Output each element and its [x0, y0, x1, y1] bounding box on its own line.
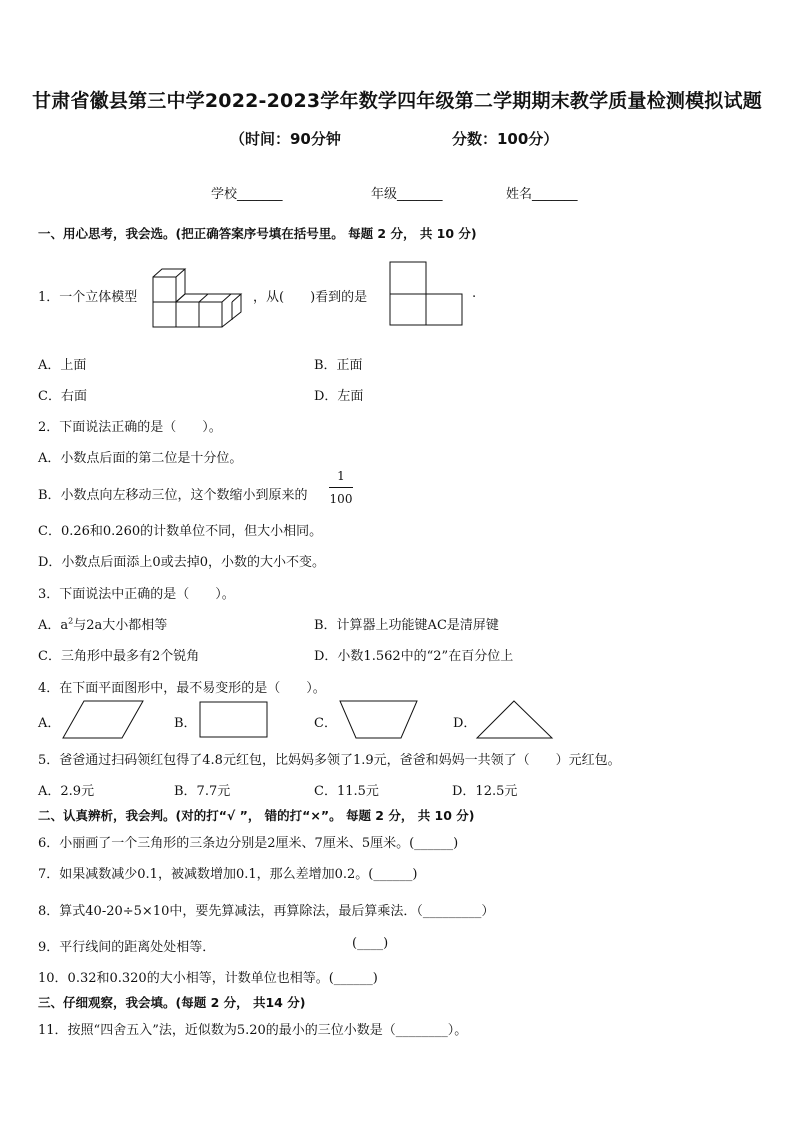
view-shape-figure	[389, 261, 464, 327]
q1-suffix: .	[472, 286, 477, 301]
cube-model-figure	[152, 262, 244, 330]
q5-stem: 5．爸爸通过扫码领红包得了4.8元红包，比妈妈多领了1.9元，爸爸和妈妈一共领了（ ）元红包。	[38, 753, 621, 768]
q1-option-c[interactable]: C．右面	[38, 389, 87, 404]
parallelogram-shape[interactable]	[62, 700, 144, 740]
q2-fraction-bar	[329, 487, 353, 488]
q3-a-rest: 与2a大小都相等	[73, 618, 168, 633]
q2-option-a[interactable]: A．小数点后面的第二位是十分位。	[38, 451, 243, 466]
q3-option-d[interactable]: D．小数1.562中的“2”在百分位上	[314, 649, 514, 664]
q5-option-c[interactable]: C．11.5元	[314, 784, 379, 799]
q3-a-superscript: 2	[68, 616, 74, 626]
q4-stem: 4．在下面平面图形中，最不易变形的是（ ）。	[38, 681, 326, 696]
q5-option-b[interactable]: B．7.7元	[174, 784, 231, 799]
exam-score: 分数：100分）	[452, 130, 559, 148]
rectangle-shape[interactable]	[199, 701, 269, 739]
q2-fraction-numerator: 1	[337, 469, 345, 483]
q2-option-d[interactable]: D．小数点后面添上0或去掉0，小数的大小不变。	[38, 555, 325, 570]
q4-label-a[interactable]: A．	[38, 716, 61, 731]
q3-option-b[interactable]: B．计算器上功能键AC是清屏键	[314, 618, 499, 633]
q4-label-b[interactable]: B．	[174, 716, 197, 731]
q2-fraction-denominator: 100	[329, 492, 353, 506]
trapezoid-shape[interactable]	[339, 700, 419, 740]
q2-option-c[interactable]: C．0.26和0.260的计数单位不同，但大小相同。	[38, 524, 323, 539]
q1-middle: ，从( )看到的是	[253, 290, 368, 305]
section-2-heading: 二、认真辨析，我会判。(对的打“√ ”， 错的打“×”。 每题 2 分， 共 10 分)	[38, 808, 475, 823]
page-title: 甘肃省徽县第三中学2022-2023学年数学四年级第二学期期末教学质量检测模拟试题	[32, 90, 762, 112]
q7-statement: 7．如果减数减少0.1，被减数增加0.1，那么差增加0.2。(______)	[38, 867, 418, 882]
q4-label-d[interactable]: D．	[453, 716, 477, 731]
q9-answer-blank[interactable]: (____)	[352, 936, 389, 951]
q3-option-c[interactable]: C．三角形中最多有2个锐角	[38, 649, 200, 664]
q11-statement: 11．按照“四舍五入”法，近似数为5.20的最小的三位小数是（________）。	[38, 1023, 468, 1038]
q5-option-d[interactable]: D．12.5元	[452, 784, 518, 799]
q3-stem: 3．下面说法中正确的是（ ）。	[38, 587, 235, 602]
q1-option-a[interactable]: A．上面	[38, 358, 87, 373]
q6-statement: 6．小丽画了一个三角形的三条边分别是2厘米、7厘米、5厘米。(______)	[38, 836, 459, 851]
q5-option-a[interactable]: A．2.9元	[38, 784, 95, 799]
triangle-shape[interactable]	[476, 700, 554, 740]
q4-label-c[interactable]: C．	[314, 716, 337, 731]
q3-a-prefix: A．a	[38, 618, 69, 633]
exam-time: （时间：90分钟	[230, 130, 341, 148]
section-3-heading: 三、仔细观察，我会填。(每题 2 分， 共14 分)	[38, 995, 306, 1010]
q1-option-d[interactable]: D．左面	[314, 389, 364, 404]
q1-prefix: 1．一个立体模型	[38, 290, 138, 305]
q1-option-b[interactable]: B．正面	[314, 358, 363, 373]
q9-statement: 9．平行线间的距离处处相等．	[38, 940, 216, 955]
name-field: 姓名_______	[506, 187, 578, 202]
q10-statement: 10．0.32和0.320的大小相等，计数单位也相等。(______)	[38, 971, 378, 986]
grade-field: 年级_______	[371, 187, 443, 202]
school-field: 学校_______	[211, 187, 283, 202]
q2-stem: 2．下面说法正确的是（ ）。	[38, 420, 222, 435]
section-1-heading: 一、用心思考，我会选。(把正确答案序号填在括号里。 每题 2 分， 共 10 分)	[38, 226, 477, 241]
q2-option-b[interactable]: B．小数点向左移动三位，这个数缩小到原来的	[38, 488, 308, 503]
q8-statement: 8．算式40-20÷5×10中，要先算减法，再算除法，最后算乘法．（_________）	[38, 904, 495, 919]
q3-option-a[interactable]	[38, 614, 167, 633]
